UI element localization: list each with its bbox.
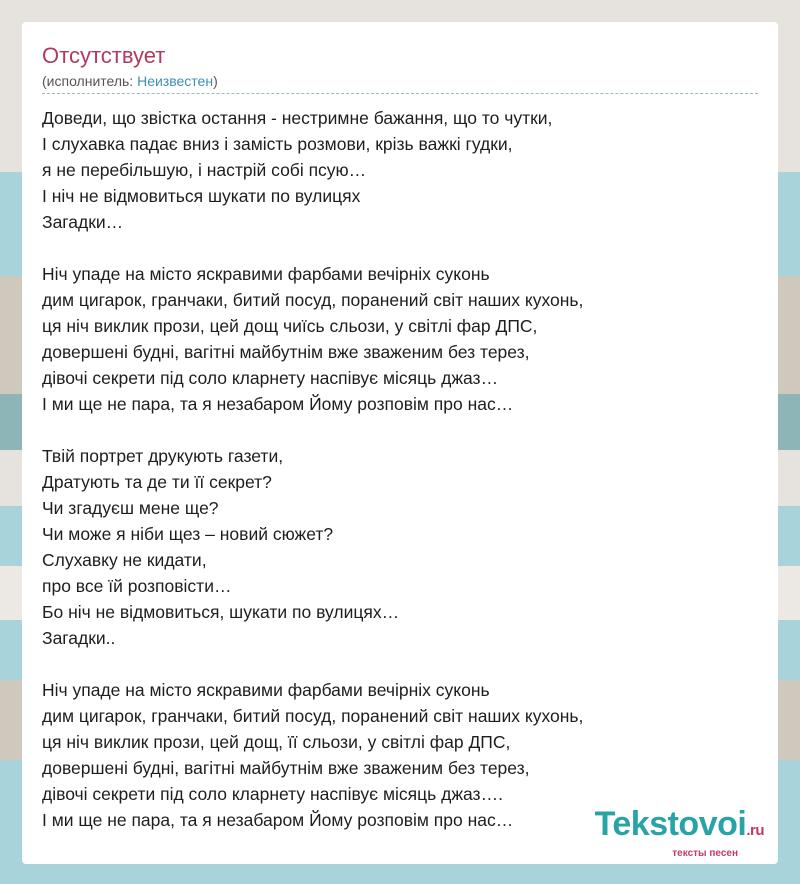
lyric-line: дівочі секрети під соло кларнету наспівує місяць джаз….	[42, 784, 503, 804]
artist-line	[42, 72, 218, 90]
logo-tld: .ru	[746, 822, 764, 839]
site-logo[interactable]	[591, 807, 770, 860]
lyric-line: Слухавку не кидати,	[42, 550, 207, 570]
song-title: Отсутствует	[42, 43, 166, 68]
lyric-line: ця ніч виклик прози, цей дощ, її сльози, у світлі фар ДПС,	[42, 732, 511, 752]
logo-wordmark	[595, 807, 764, 848]
lyrics-text	[42, 105, 758, 833]
lyric-line: довершені будні, вагітні майбутнім вже зваженим без терез,	[42, 342, 530, 362]
logo-main-text: Tekstovoi	[594, 805, 747, 843]
lyric-line: довершені будні, вагітні майбутнім вже зваженим без терез,	[42, 758, 530, 778]
title-divider	[42, 93, 758, 94]
lyric-line: дим цигарок, гранчаки, битий посуд, поранений світ наших кухонь,	[42, 706, 584, 726]
lyric-line: дим цигарок, гранчаки, битий посуд, поранений світ наших кухонь,	[42, 290, 584, 310]
lyric-line: Твій портрет друкують газети,	[42, 446, 284, 466]
lyric-line: Загадки…	[42, 212, 124, 232]
lyric-line: про все їй розповісти…	[42, 576, 232, 596]
lyric-line: Ніч упаде на місто яскравими фарбами вечірніх суконь	[42, 264, 490, 284]
lyric-line: Дратують та де ти її секрет?	[42, 472, 272, 492]
lyric-line: дівочі секрети під соло кларнету наспівує місяць джаз…	[42, 368, 499, 388]
lyric-line: Бо ніч не відмовиться, шукати по вулицях…	[42, 602, 400, 622]
lyric-line: Чи може я ніби щез – новий сюжет?	[42, 524, 334, 544]
lyric-line: І слухавка падає вниз і замість розмови, крізь важкі гудки,	[42, 134, 513, 154]
artist-suffix: )	[213, 73, 218, 89]
lyric-line: Доведи, що звістка остання - нестримне бажання, що то чутки,	[42, 108, 553, 128]
artist-prefix: (исполнитель:	[42, 73, 138, 89]
lyric-line: ця ніч виклик прози, цей дощ чиїсь сльози, у світлі фар ДПС,	[42, 316, 538, 336]
lyric-line: І ніч не відмовиться шукати по вулицях	[42, 186, 361, 206]
lyric-line: Ніч упаде на місто яскравими фарбами вечірніх суконь	[42, 680, 490, 700]
lyric-line: І ми ще не пара, та я незабаром Йому розповім про нас…	[42, 810, 514, 830]
lyric-line: І ми ще не пара, та я незабаром Йому розповім про нас…	[42, 394, 514, 414]
logo-subtitle: тексты песен	[672, 848, 738, 859]
lyric-line: Загадки..	[42, 628, 116, 648]
lyric-line: я не перебільшую, і настрій собі псую…	[42, 160, 367, 180]
lyric-line: Чи згадуєш мене ще?	[42, 498, 219, 518]
stanza-gap	[42, 651, 758, 677]
lyrics-card	[22, 22, 778, 864]
stanza-gap	[42, 235, 758, 261]
stanza-gap	[42, 417, 758, 443]
artist-link[interactable]: Неизвестен	[137, 73, 214, 89]
